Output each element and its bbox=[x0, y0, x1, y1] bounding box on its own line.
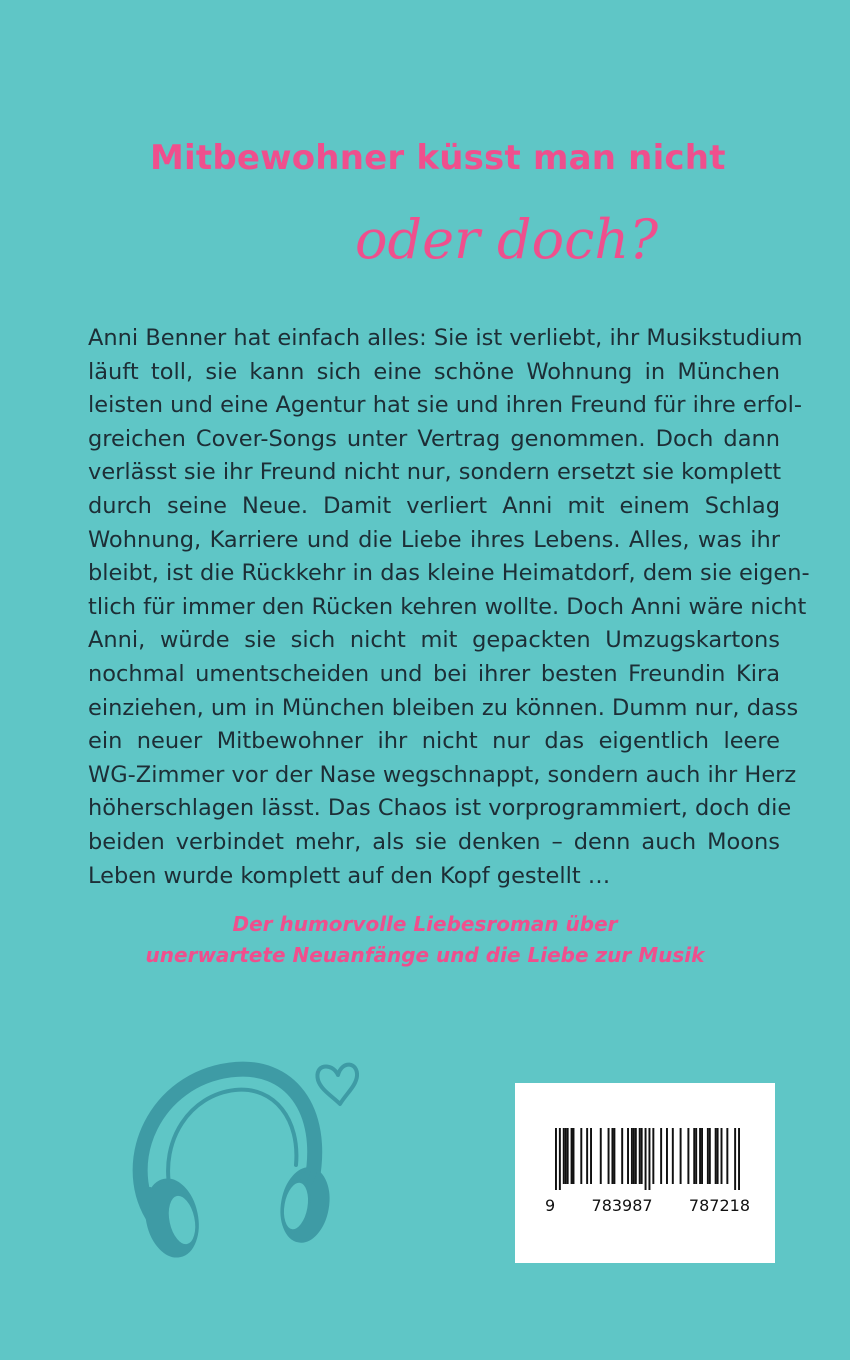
barcode-bar bbox=[559, 1128, 561, 1190]
isbn-prefix: 9 bbox=[545, 1196, 556, 1215]
barcode-bars bbox=[555, 1128, 740, 1190]
barcode-bar bbox=[631, 1128, 633, 1184]
barcode-bar bbox=[715, 1128, 717, 1184]
barcode-bar bbox=[695, 1128, 697, 1184]
blurb-line: Anni Benner hat einfach alles: Sie ist verliebt, ihr Musikstudium bbox=[88, 325, 803, 351]
barcode-bar bbox=[666, 1128, 668, 1184]
barcode-bar bbox=[580, 1128, 582, 1184]
barcode-bar bbox=[608, 1128, 610, 1184]
barcode-bar bbox=[738, 1128, 740, 1190]
barcode-bar bbox=[563, 1128, 565, 1184]
barcode-bar bbox=[600, 1128, 602, 1184]
barcode-bar bbox=[611, 1128, 613, 1184]
barcode-bar bbox=[709, 1128, 711, 1184]
barcode-bar bbox=[613, 1128, 615, 1184]
blurb-line: höherschlagen lässt. Das Chaos ist vorprogrammiert, doch die bbox=[88, 795, 792, 822]
blurb-line: WG-Zimmer vor der Nase wegschnappt, sondern auch ihr Herz bbox=[88, 761, 797, 788]
blurb-line: greichen Cover-Songs unter Vertrag genommen. Doch dann bbox=[88, 425, 780, 452]
blurb-line: beiden verbindet mehr, als sie denken – denn auch Moons bbox=[88, 828, 780, 855]
barcode-bar bbox=[633, 1128, 635, 1184]
blurb-line: Anni, würde sie sich nicht mit gepackten Umzugskartons bbox=[88, 627, 780, 654]
blurb-line: verlässt sie ihr Freund nicht nur, sondern ersetzt sie komplett bbox=[88, 459, 782, 486]
barcode-bar bbox=[586, 1128, 588, 1184]
barcode-bar bbox=[567, 1128, 569, 1184]
barcode-bar bbox=[641, 1128, 643, 1184]
blurb-line: tlich für immer den Rücken kehren wollte. Doch Anni wäre nicht bbox=[88, 593, 807, 620]
blurb-text bbox=[88, 322, 810, 893]
isbn-barcode bbox=[515, 1083, 775, 1263]
subline-1: Der humorvolle Liebesroman über bbox=[232, 912, 618, 936]
barcode-bar bbox=[621, 1128, 623, 1184]
barcode-bar bbox=[648, 1128, 650, 1190]
barcode-bar bbox=[693, 1128, 695, 1184]
blurb-line: einziehen, um in München bleiben zu können. Dumm nur, dass bbox=[88, 694, 799, 721]
blurb-line: ein neuer Mitbewohner ihr nicht nur das eigentlich leere bbox=[88, 728, 780, 755]
blurb-line: Wohnung, Karriere und die Liebe ihres Lebens. Alles, was ihr bbox=[88, 526, 780, 553]
barcode-bar bbox=[687, 1128, 689, 1184]
isbn-group-left: 783987 bbox=[591, 1196, 653, 1215]
barcode-bar bbox=[726, 1128, 728, 1184]
blurb-line: nochmal umentscheiden und bei ihrer besten Freundin Kira bbox=[88, 660, 780, 687]
blurb-line: durch seine Neue. Damit verliert Anni mit einem Schlag bbox=[88, 492, 780, 519]
blurb-line: läuft toll, sie kann sich eine schöne Wohnung in München bbox=[88, 358, 780, 385]
barcode-bar bbox=[699, 1128, 701, 1184]
tagline: oder doch? bbox=[355, 208, 659, 271]
barcode-bar bbox=[707, 1128, 709, 1184]
barcode-bar bbox=[721, 1128, 723, 1184]
subline-2: unerwartete Neuanfänge und die Liebe zur Musik bbox=[145, 943, 705, 967]
barcode-bar bbox=[734, 1128, 736, 1190]
barcode-bar bbox=[639, 1128, 641, 1184]
barcode-bar bbox=[627, 1128, 629, 1184]
isbn-number bbox=[545, 1196, 750, 1215]
headline: Mitbewohner küsst man nicht bbox=[150, 138, 726, 178]
barcode-bar bbox=[660, 1128, 662, 1184]
barcode-bar bbox=[555, 1128, 557, 1190]
barcode-bar bbox=[590, 1128, 592, 1184]
barcode-bar bbox=[571, 1128, 573, 1184]
headphones-illustration bbox=[100, 1040, 370, 1265]
blurb-line: bleibt, ist die Rückkehr in das kleine Heimatdorf, dem sie eigen- bbox=[88, 560, 810, 587]
barcode-bar bbox=[565, 1128, 567, 1184]
headphones-icon bbox=[140, 1069, 333, 1260]
barcode-bar bbox=[645, 1128, 647, 1190]
barcode-bar bbox=[701, 1128, 703, 1184]
barcode-bar bbox=[672, 1128, 674, 1184]
isbn-group-right: 787218 bbox=[688, 1196, 750, 1215]
barcode-bar bbox=[717, 1128, 719, 1184]
barcode-bar bbox=[652, 1128, 654, 1184]
blurb-line: Leben wurde komplett auf den Kopf gestellt … bbox=[88, 862, 611, 889]
barcode-bar bbox=[680, 1128, 682, 1184]
barcode-bar bbox=[635, 1128, 637, 1184]
heart-icon bbox=[317, 1065, 357, 1104]
blurb-line: leisten und eine Agentur hat sie und ihren Freund für ihre erfol- bbox=[88, 392, 803, 419]
barcode-bar bbox=[573, 1128, 575, 1184]
